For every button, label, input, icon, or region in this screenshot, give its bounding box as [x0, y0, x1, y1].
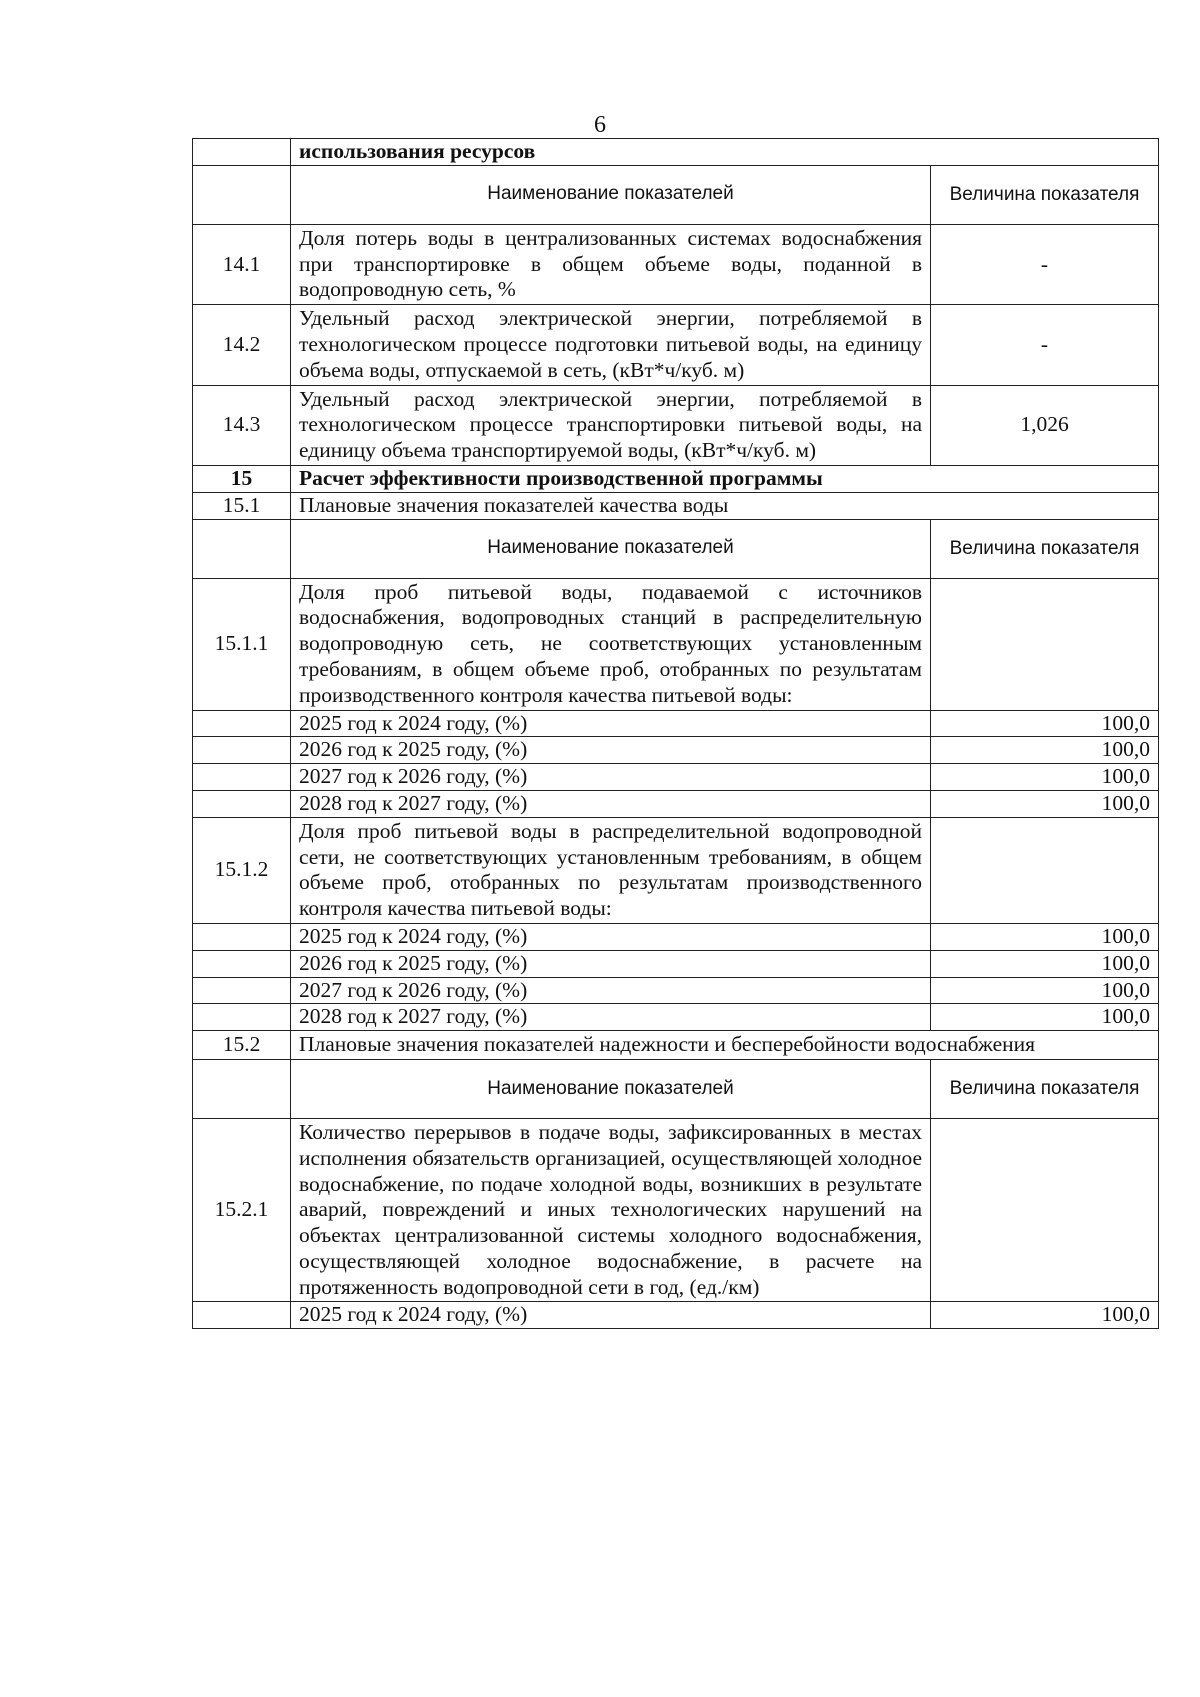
row-number: 15.2.1	[193, 1118, 291, 1302]
subsection-title: Плановые значения показателей качества воды	[291, 492, 1159, 519]
column-header-value: Величина показателя	[931, 1059, 1159, 1118]
row-number: 15.1.1	[193, 578, 291, 710]
year-label: 2026 год к 2025 году, (%)	[291, 737, 931, 764]
year-value: 100,0	[931, 977, 1159, 1004]
indicator-value: -	[931, 224, 1159, 304]
empty-cell	[193, 1004, 291, 1031]
table-row	[193, 385, 1159, 465]
year-row	[193, 1004, 1159, 1031]
year-value: 100,0	[931, 950, 1159, 977]
row-number: 14.1	[193, 224, 291, 304]
year-row	[193, 1302, 1159, 1329]
table-row	[193, 139, 1159, 166]
page-number: 6	[594, 112, 606, 138]
subsection-number: 15.1	[193, 492, 291, 519]
year-label: 2025 год к 2024 году, (%)	[291, 710, 931, 737]
column-header-value: Величина показателя	[931, 519, 1159, 578]
year-value: 100,0	[931, 737, 1159, 764]
indicators-table	[192, 138, 1159, 1329]
indicator-name: Доля потерь воды в централизованных системах водоснабжения при транспортировке в общем объеме воды, поданной в водопроводную сеть, %	[291, 224, 931, 304]
year-row	[193, 710, 1159, 737]
column-header-name: Наименование показателей	[291, 1059, 931, 1118]
indicator-name: Удельный расход электрической энергии, потребляемой в технологическом процессе подготовки питьевой воды, на единицу объема воды, отпускаемой в сеть, (кВт*ч/куб. м)	[291, 305, 931, 385]
year-label: 2027 год к 2026 году, (%)	[291, 977, 931, 1004]
year-value: 100,0	[931, 764, 1159, 791]
table-header-row	[193, 1059, 1159, 1118]
empty-cell	[193, 950, 291, 977]
row-number: 14.2	[193, 305, 291, 385]
year-row	[193, 737, 1159, 764]
table-row	[193, 1031, 1159, 1060]
row-number: 14.3	[193, 385, 291, 465]
year-label: 2025 год к 2024 году, (%)	[291, 1302, 931, 1329]
table-row	[193, 817, 1159, 923]
empty-cell	[193, 519, 291, 578]
row-number: 15.1.2	[193, 817, 291, 923]
empty-cell	[193, 1302, 291, 1329]
table-row	[193, 1118, 1159, 1302]
indicator-name: Удельный расход электрической энергии, потребляемой в технологическом процессе транспортировки питьевой воды, на единицу объема транспортируемой воды, (кВт*ч/куб. м)	[291, 385, 931, 465]
column-header-name: Наименование показателей	[291, 519, 931, 578]
empty-cell	[193, 737, 291, 764]
table-header-row	[193, 165, 1159, 224]
empty-cell	[193, 710, 291, 737]
table-header-row	[193, 519, 1159, 578]
column-header-value: Величина показателя	[931, 165, 1159, 224]
empty-cell	[193, 790, 291, 817]
table-row	[193, 492, 1159, 519]
empty-cell	[193, 977, 291, 1004]
empty-cell	[193, 165, 291, 224]
section-number: 15	[193, 465, 291, 492]
year-value: 100,0	[931, 790, 1159, 817]
column-header-name: Наименование показателей	[291, 165, 931, 224]
indicator-name: Доля проб питьевой воды, подаваемой с источников водоснабжения, водопроводных станций в распределительную водопроводную сеть, не соответствующих установленным требованиям, в общем объеме проб, отобранных по результатам производственного контроля качества питьевой воды:	[291, 578, 931, 710]
subsection-title: Плановые значения показателей надежности и бесперебойности водоснабжения	[291, 1031, 1159, 1060]
year-label: 2026 год к 2025 году, (%)	[291, 950, 931, 977]
indicator-name: Количество перерывов в подаче воды, зафиксированных в местах исполнения обязательств организацией, осуществляющей холодное водоснабжение, по подаче холодной воды, возникших в результате аварий, повреждений и иных технологических нарушений на объектах централизованной системы холодного водоснабжения, осуществляющей холодное водоснабжение, в расчете на протяженность водопроводной сети в год, (ед./км)	[291, 1118, 931, 1302]
year-label: 2025 год к 2024 году, (%)	[291, 923, 931, 950]
year-row	[193, 790, 1159, 817]
year-label: 2028 год к 2027 году, (%)	[291, 790, 931, 817]
table-row	[193, 224, 1159, 304]
year-row	[193, 923, 1159, 950]
year-label: 2027 год к 2026 году, (%)	[291, 764, 931, 791]
section-title-continued: использования ресурсов	[291, 139, 1159, 166]
year-label: 2028 год к 2027 году, (%)	[291, 1004, 931, 1031]
year-value: 100,0	[931, 1302, 1159, 1329]
empty-cell	[193, 764, 291, 791]
table-row	[193, 578, 1159, 710]
year-value: 100,0	[931, 1004, 1159, 1031]
empty-cell	[193, 1059, 291, 1118]
year-row	[193, 977, 1159, 1004]
year-row	[193, 950, 1159, 977]
row-number	[193, 139, 291, 166]
empty-cell	[193, 923, 291, 950]
year-row	[193, 764, 1159, 791]
year-value: 100,0	[931, 710, 1159, 737]
subsection-number: 15.2	[193, 1031, 291, 1060]
section-title: Расчет эффективности производственной программы	[291, 465, 1159, 492]
indicator-value: 1,026	[931, 385, 1159, 465]
indicator-value: -	[931, 305, 1159, 385]
table-row	[193, 465, 1159, 492]
table-row	[193, 305, 1159, 385]
year-value: 100,0	[931, 923, 1159, 950]
empty-cell	[931, 817, 1159, 923]
indicator-name: Доля проб питьевой воды в распределительной водопроводной сети, не соответствующих установленным требованиям, в общем объеме проб, отобранных по результатам производственного контроля качества питьевой воды:	[291, 817, 931, 923]
empty-cell	[931, 578, 1159, 710]
empty-cell	[931, 1118, 1159, 1302]
